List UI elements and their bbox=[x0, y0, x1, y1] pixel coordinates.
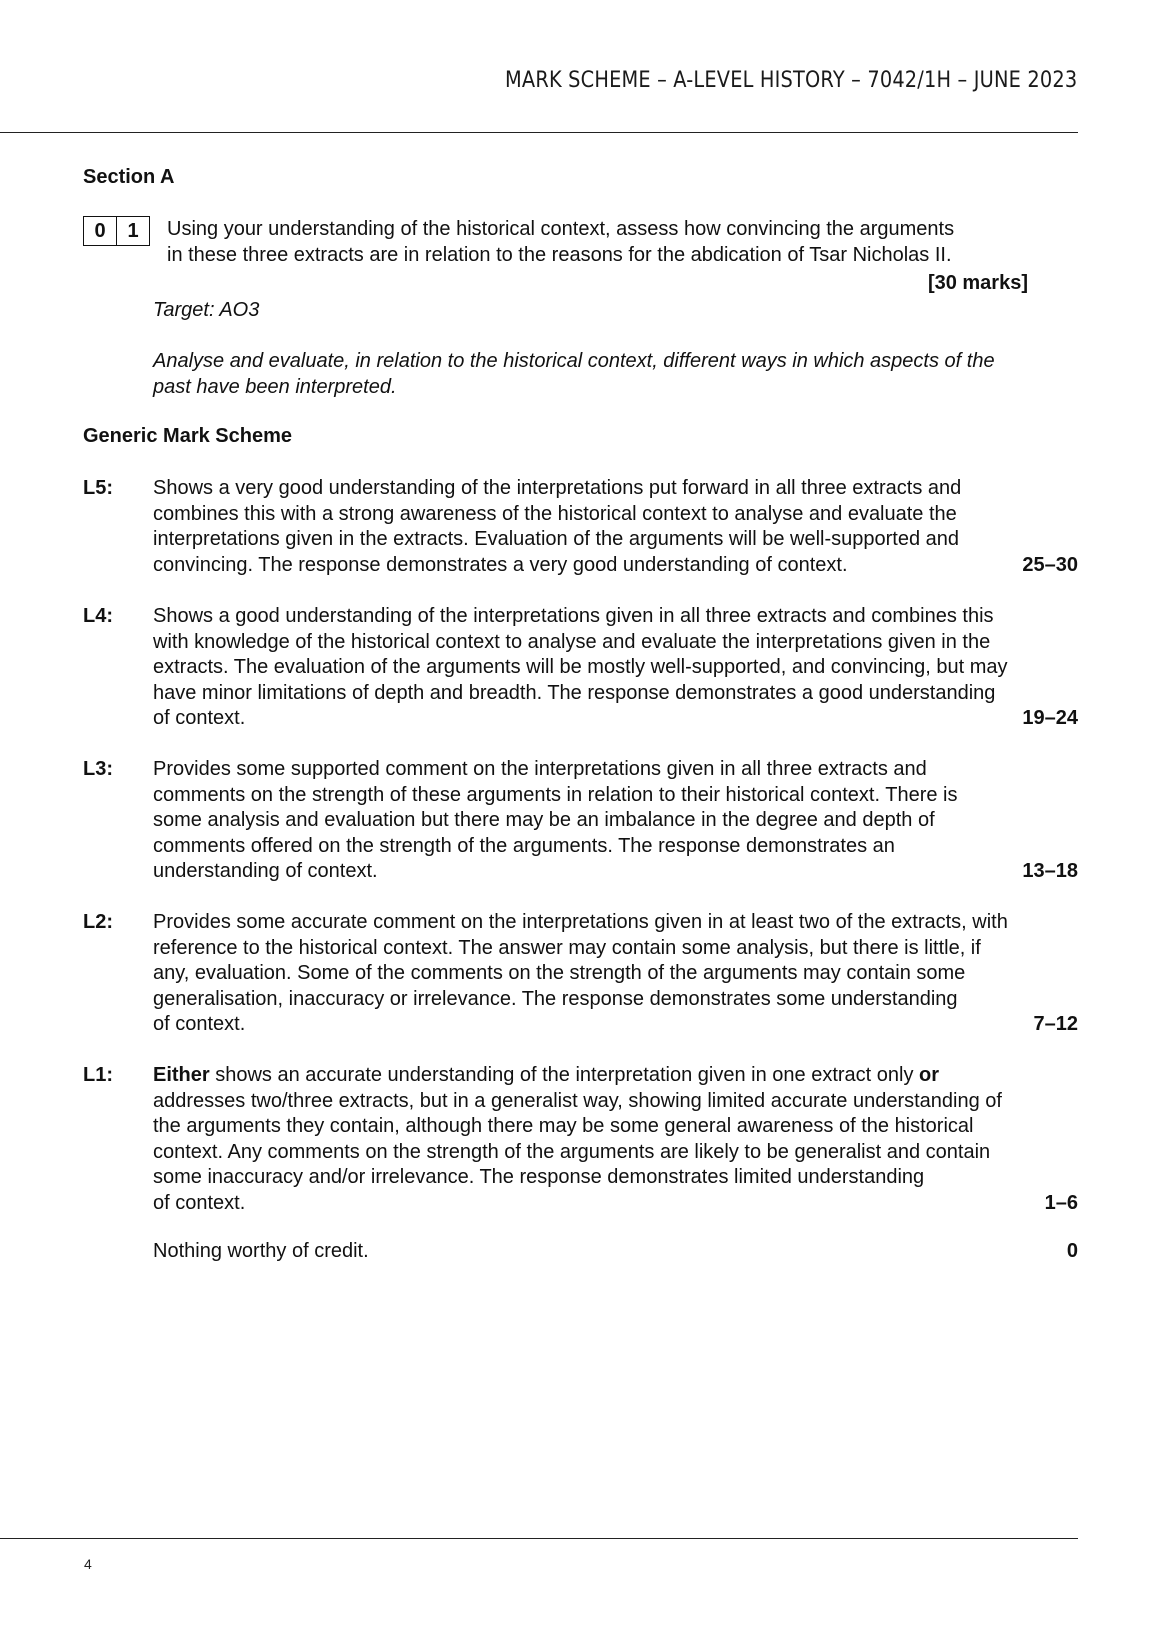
level-line: interpretations given in the extracts. Evaluation of the arguments will be well-supported and bbox=[153, 528, 960, 550]
level-label: L4: bbox=[83, 605, 113, 627]
level-line: the arguments they contain, although there may be some general awareness of the historical bbox=[153, 1115, 974, 1137]
level-line: comments on the strength of these arguments in relation to their historical context. There is bbox=[153, 783, 958, 806]
level-marks: 25–30 bbox=[1022, 553, 1078, 576]
level-marks: 1–6 bbox=[1044, 1191, 1078, 1214]
page-number: 4 bbox=[84, 1556, 92, 1572]
level-line: Shows a very good understanding of the interpretations put forward in all three extracts and bbox=[153, 477, 962, 499]
emphasis-either: Either bbox=[153, 1064, 210, 1086]
level-line: combines this with a strong awareness of the historical context to analyse and evaluate the bbox=[153, 502, 957, 525]
level-descriptor-l3 bbox=[83, 757, 1078, 885]
level-line: generalisation, inaccuracy or irrelevance. The response demonstrates some understanding bbox=[153, 987, 958, 1010]
level-line: of context. bbox=[153, 1013, 246, 1035]
objective-line: past have been interpreted. bbox=[153, 375, 397, 398]
level-line-text: shows an accurate understanding of the interpretation given in one extract only bbox=[209, 1064, 920, 1086]
level-description bbox=[153, 604, 1008, 732]
question-marks: [30 marks] bbox=[927, 272, 1028, 294]
level-line: Provides some accurate comment on the interpretations given in at least two of the extracts, with bbox=[153, 911, 1008, 933]
level-description bbox=[153, 757, 998, 885]
question-text-line: in these three extracts are in relation to the reasons for the abdication of Tsar Nicholas II. bbox=[167, 243, 952, 266]
question-text-line: Using your understanding of the historical context, assess how convincing the arguments bbox=[167, 218, 955, 240]
level-line: extracts. The evaluation of the arguments will be mostly well-supported, and convincing, but may bbox=[153, 656, 1008, 678]
question-text bbox=[167, 217, 1027, 268]
level-label: L3: bbox=[83, 758, 113, 780]
level-label: L2: bbox=[83, 911, 113, 933]
level-line: some analysis and evaluation but there may be an imbalance in the degree and depth of bbox=[153, 809, 935, 831]
no-credit-text: Nothing worthy of credit. bbox=[153, 1240, 369, 1262]
level-line: with knowledge of the historical context to analyse and evaluate the interpretations given in the bbox=[153, 630, 991, 653]
level-descriptor-l2 bbox=[83, 910, 1078, 1038]
section-heading: Section A bbox=[83, 166, 175, 188]
level-line: of context. bbox=[153, 707, 246, 729]
level-line: have minor limitations of depth and breadth. The response demonstrates a good understanding bbox=[153, 681, 996, 704]
question-number-digit: 1 bbox=[116, 217, 149, 245]
objective-line: Analyse and evaluate, in relation to the historical context, different ways in which aspects of the bbox=[153, 350, 995, 372]
level-line: Provides some supported comment on the interpretations given in all three extracts and bbox=[153, 758, 927, 780]
document-header-title: MARK SCHEME – A-LEVEL HISTORY – 7042/1H – JUNE 2023 bbox=[504, 68, 1077, 93]
level-line: context. Any comments on the strength of the arguments are likely to be generalist and contain bbox=[153, 1140, 991, 1163]
question-number-digit: 0 bbox=[94, 219, 106, 242]
assessment-objective-description bbox=[153, 349, 1058, 400]
level-line: Shows a good understanding of the interpretations given in all three extracts and combines this bbox=[153, 605, 994, 627]
level-label: L5: bbox=[83, 477, 113, 499]
level-line bbox=[153, 1063, 998, 1089]
level-line: reference to the historical context. The answer may contain some analysis, but there is little, if bbox=[153, 936, 981, 959]
level-line: any, evaluation. Some of the comments on the strength of the arguments may contain some bbox=[153, 962, 966, 984]
header-divider bbox=[0, 132, 1078, 133]
level-line: addresses two/three extracts, but in a generalist way, showing limited accurate understanding of bbox=[153, 1089, 1002, 1112]
level-line: understanding of context. bbox=[153, 860, 378, 882]
level-descriptor-l1 bbox=[83, 1063, 1078, 1216]
emphasis-or: or bbox=[919, 1064, 940, 1086]
assessment-target: Target: AO3 bbox=[153, 299, 260, 321]
generic-mark-scheme-heading: Generic Mark Scheme bbox=[83, 425, 292, 447]
question-number-box bbox=[83, 216, 150, 246]
footer-divider bbox=[0, 1538, 1078, 1539]
level-marks: 7–12 bbox=[1033, 1013, 1078, 1035]
level-line: of context. bbox=[153, 1191, 246, 1214]
level-line: comments offered on the strength of the arguments. The response demonstrates an bbox=[153, 834, 895, 857]
level-description bbox=[153, 910, 1008, 1038]
level-label: L1: bbox=[83, 1064, 113, 1086]
level-line: some inaccuracy and/or irrelevance. The response demonstrates limited understanding bbox=[153, 1166, 925, 1188]
level-descriptor-l5 bbox=[83, 476, 1078, 578]
level-description bbox=[153, 476, 998, 578]
no-credit-marks: 0 bbox=[1066, 1240, 1078, 1262]
level-marks: 19–24 bbox=[1022, 707, 1078, 729]
level-descriptor-l4 bbox=[83, 604, 1078, 732]
level-line: convincing. The response demonstrates a very good understanding of context. bbox=[153, 553, 848, 576]
level-description bbox=[153, 1063, 1002, 1216]
level-marks: 13–18 bbox=[1022, 860, 1078, 882]
